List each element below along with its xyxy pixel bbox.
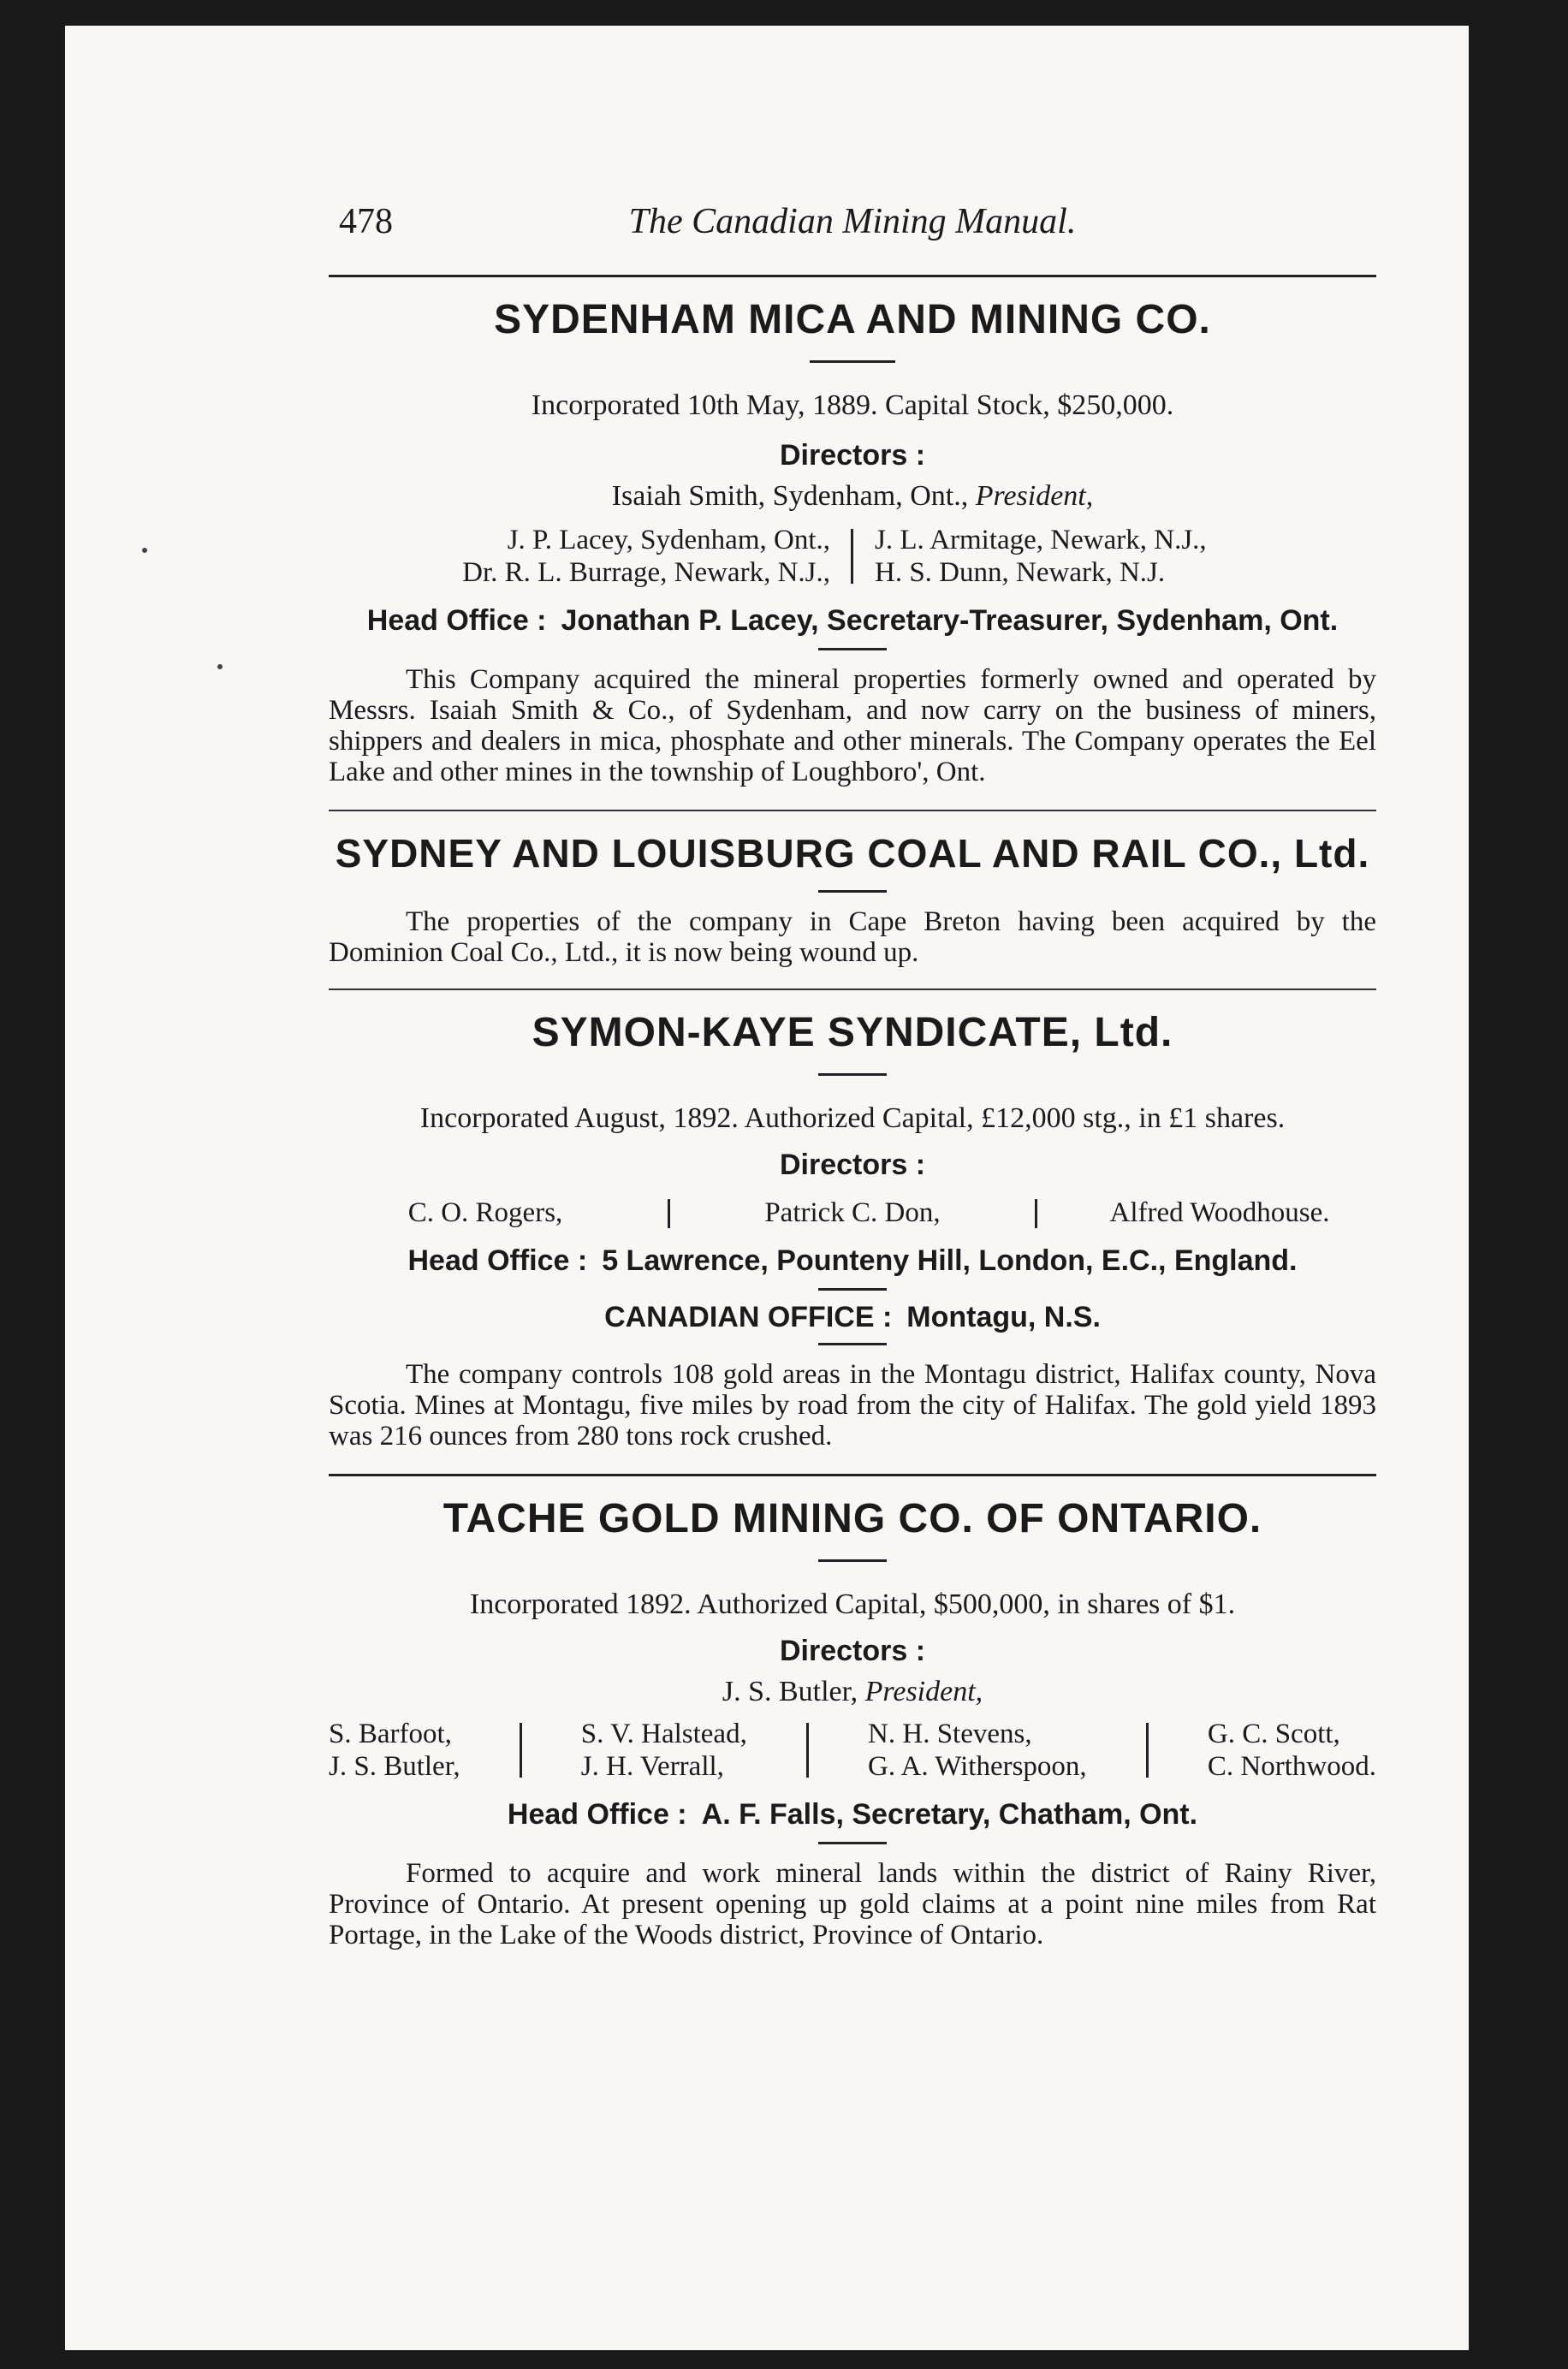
directors-column: [581, 1718, 747, 1783]
directors-right: [861, 524, 1376, 589]
president-title: President,: [975, 480, 1094, 512]
company-description: The company controls 108 gold areas in the Montagu district, Halifax county, Nova Scotia. Mines at Montagu, five miles by road from the city of Halifax. The gold yield 1893 was 216 ounces from 280 tons rock crushed.: [329, 1359, 1376, 1452]
column-divider: [1035, 1199, 1037, 1228]
directors-list: [329, 1197, 1376, 1229]
head-office-value: 5 Lawrence, Pounteny Hill, London, E.C., England.: [602, 1244, 1298, 1277]
incorporation-line: Incorporated 1892. Authorized Capital, $500,000, in shares of $1.: [469, 1588, 1236, 1620]
column-divider: [851, 529, 854, 584]
company-title: SYMON-KAYE SYNDICATE, Ltd.: [532, 1010, 1173, 1055]
page: [65, 26, 1469, 2350]
speck: [217, 664, 223, 669]
title-dash: [818, 1559, 887, 1562]
column-divider: [806, 1723, 809, 1778]
column-divider: [520, 1723, 522, 1778]
director-name: J. P. Lacey, Sydenham, Ont.,: [507, 525, 830, 555]
speck: [142, 548, 147, 553]
canadian-office-label: CANADIAN OFFICE :: [604, 1301, 893, 1333]
director-name: S. V. Halstead,: [580, 1719, 747, 1749]
company-description: The properties of the company in Cape Breton having been acquired by the Dominion Coal Co., Ltd., it is now being wound up.: [329, 906, 1376, 968]
head-office-label: Head Office :: [366, 604, 547, 637]
section-dash: [818, 1842, 887, 1844]
director-name: C. Northwood.: [1207, 1751, 1376, 1782]
director-name: G. C. Scott,: [1207, 1719, 1340, 1749]
director-name: C. O. Rogers,: [407, 1197, 563, 1228]
directors-list: [329, 1718, 1376, 1783]
director-name: Alfred Woodhouse.: [1109, 1197, 1330, 1228]
director-name: N. H. Stevens,: [868, 1719, 1032, 1749]
company-section: [329, 296, 1376, 787]
company-description: This Company acquired the mineral properties formerly owned and operated by Messrs. Isaiah Smith & Co., of Sydenham, and now carry on the business of miners, shippers and dealers in mica, phosphate and other minerals. The Company operates the Eel Lake and other mines in the township of Loughboro', Ont.: [329, 664, 1376, 787]
head-office-value: A. F. Falls, Secretary, Chatham, Ont.: [701, 1798, 1198, 1831]
directors-column: [868, 1718, 1087, 1783]
company-title: TACHE GOLD MINING CO. OF ONTARIO.: [442, 1496, 1262, 1541]
directors-column: [329, 1718, 460, 1783]
title-dash: [818, 890, 887, 893]
director-name: Patrick C. Don,: [764, 1197, 941, 1228]
head-office-label: Head Office :: [407, 1244, 588, 1277]
page-content: [329, 201, 1376, 1950]
director-name: J. L. Armitage, Newark, N.J.,: [875, 525, 1207, 555]
director-name: J. H. Verrall,: [580, 1751, 724, 1782]
head-office-line: [329, 604, 1376, 638]
president-title: President,: [864, 1676, 983, 1707]
header-rule: [329, 275, 1376, 277]
director-name: H. S. Dunn, Newark, N.J.: [875, 557, 1166, 588]
president-name: Isaiah Smith, Sydenham, Ont.,: [611, 480, 969, 512]
company-section: [329, 830, 1376, 968]
company-description: Formed to acquire and work mineral lands within the district of Rainy River, Province of Ontario. At present opening up gold claims at a point nine miles from Rat Portage, in the Lake of the Woods district, Province of Ontario.: [329, 1858, 1376, 1950]
company-section: [329, 1009, 1376, 1452]
section-rule: [329, 810, 1376, 811]
canadian-office-line: [329, 1301, 1376, 1334]
company-title: SYDNEY AND LOUISBURG COAL AND RAIL CO., Ltd.: [335, 831, 1370, 876]
president-line: [329, 1671, 1376, 1713]
section-dash: [818, 1288, 887, 1291]
director-name: S. Barfoot,: [329, 1719, 452, 1749]
section-rule: [329, 989, 1376, 990]
director-name: G. A. Witherspoon,: [868, 1751, 1087, 1782]
incorporation-line: Incorporated 10th May, 1889. Capital Stock, $250,000.: [531, 389, 1174, 421]
directors-label: Directors :: [779, 1635, 926, 1667]
company-section: [329, 1495, 1376, 1950]
president-name: J. S. Butler,: [722, 1676, 858, 1707]
directors-label: Directors :: [779, 1149, 926, 1181]
head-office-value: Jonathan P. Lacey, Secretary-Treasurer, Sydenham, Ont.: [561, 604, 1339, 637]
head-office-line: [329, 1798, 1376, 1832]
page-header: [329, 201, 1376, 256]
incorporation-line: Incorporated August, 1892. Authorized Capital, £12,000 stg., in £1 shares.: [419, 1102, 1286, 1134]
director-name: J. S. Butler,: [329, 1751, 460, 1782]
title-dash: [818, 1073, 887, 1076]
section-dash: [818, 1343, 887, 1345]
president-line: [329, 476, 1376, 517]
head-office-label: Head Office :: [507, 1798, 687, 1831]
section-dash: [818, 648, 887, 650]
director-name: Dr. R. L. Burrage, Newark, N.J.,: [462, 557, 830, 588]
head-office-line: [329, 1244, 1376, 1278]
directors-left: [329, 524, 844, 589]
page-number: 478: [339, 202, 393, 241]
section-rule: [329, 1474, 1376, 1476]
directors-column: [1208, 1718, 1376, 1783]
column-divider: [668, 1199, 670, 1228]
column-divider: [1146, 1723, 1149, 1778]
company-title: SYDENHAM MICA AND MINING CO.: [494, 297, 1211, 342]
title-dash: [810, 360, 895, 363]
directors-label: Directors :: [779, 439, 926, 472]
running-head: The Canadian Mining Manual.: [628, 202, 1077, 241]
canadian-office-value: Montagu, N.S.: [906, 1301, 1101, 1333]
directors-list: [329, 524, 1376, 589]
